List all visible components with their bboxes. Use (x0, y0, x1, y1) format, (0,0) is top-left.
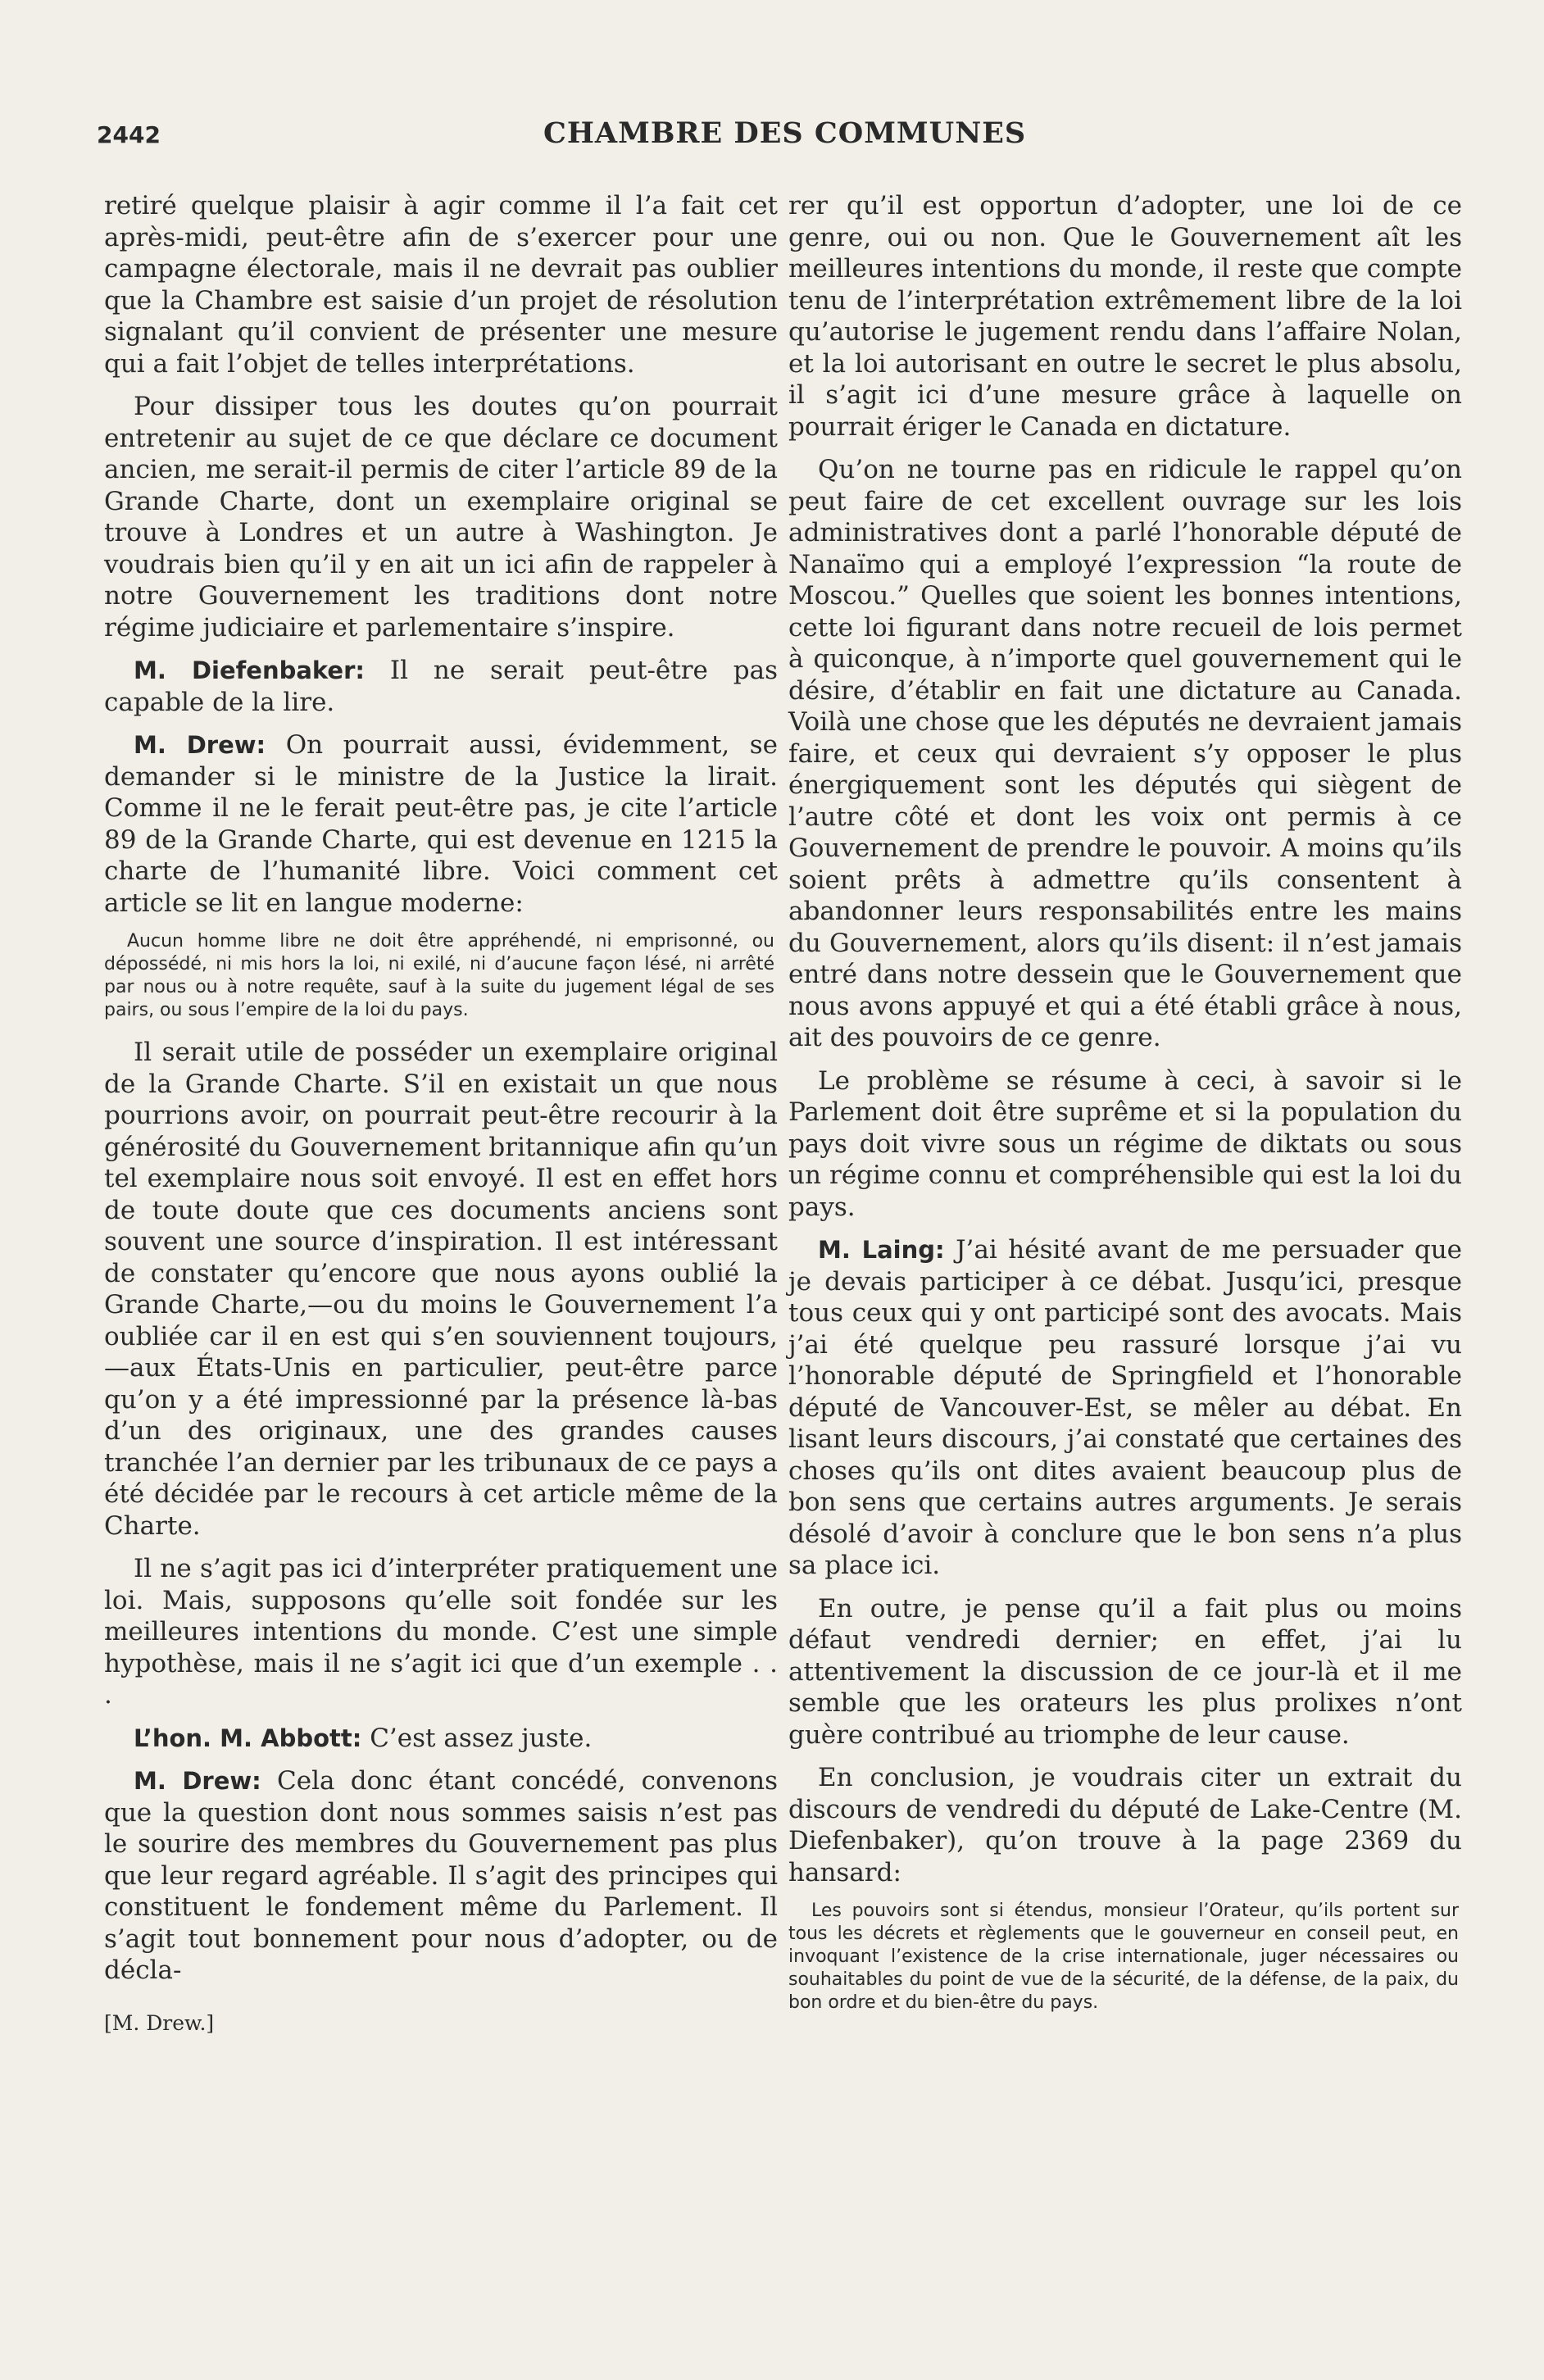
speech-text: Il ne serait peut-être pas capable de la lire. (104, 656, 778, 717)
paragraph: Il serait utile de posséder un exemplaire original de la Grande Charte. S’il en existait un que nous pourrions avoir, on pourrait peut-être recourir à la générosité du Gouvernement britannique afin qu’un tel exemplaire nous soit envoyé. Il est en effet hors de toute doute que ces documents anciens sont souvent une source d’inspiration. Il est intéressant de constater qu’encore que nous ayons oublié la Grande Charte,—ou du moins le Gouvernement l’a oubliée car il en est qui s’en souviennent toujours,—aux États-Unis en particulier, peut-être parce qu’on y a été impressionné par la présence là-bas d’un des originaux, une des grandes causes tranchée l’an dernier par les tribunaux de ce pays a été décidée par le recours à cet article même de la Charte. (104, 1038, 778, 1541)
speech-paragraph (788, 1234, 1462, 1582)
paragraph: Il ne s’agit pas ici d’interpréter pratiquement une loi. Mais, supposons qu’elle soit fondée sur les meilleures intentions du monde. C’est une simple hypothèse, mais il ne s’agit ici que d’un exemple . . . (104, 1554, 778, 1710)
speech-text: On pourrait aussi, évidemment, se demander si le ministre de la Justice la lirait. Comme il ne le ferait peut-être pas, je cite l’article 89 de la Grande Charte, qui est devenue en 1215 la charte de l’humanité libre. Voici comment cet article se lit en langue moderne: (104, 730, 778, 918)
page-number: 2442 (97, 121, 161, 148)
speech-paragraph (104, 729, 778, 919)
paragraph: rer qu’il est opportun d’adopter, une loi de ce genre, oui ou non. Que le Gouvernement aît les meilleures intentions du monde, il reste que compte tenu de l’interprétation extrêmement libre de la loi qu’autorise le jugement rendu dans l’affaire Nolan, et la loi autorisant en outre le secret le plus absolu, il s’agit ici d’une mesure grâce à laquelle on pourrait ériger le Canada en dictature. (788, 191, 1462, 442)
speaker-name: M. Laing: (818, 1236, 945, 1264)
speaker-name: M. Drew: (134, 1767, 261, 1795)
left-column (104, 190, 778, 2051)
speech-paragraph (104, 1723, 778, 1755)
speaker-name: L’hon. M. Abbott: (134, 1724, 362, 1752)
speech-text: C’est assez juste. (361, 1723, 593, 1753)
right-column (788, 190, 1462, 2029)
speech-paragraph (104, 655, 778, 718)
paragraph: retiré quelque plaisir à agir comme il l’a fait cet après-midi, peut-être afin de s’exercer pour une campagne électorale, mais il ne devrait pas oublier que la Chambre est saisie d’un projet de résolution signalant qu’il convient de présenter une mesure qui a fait l’objet de telles interprétations. (104, 191, 778, 379)
running-title: CHAMBRE DES COMMUNES (543, 116, 1027, 150)
paragraph: En outre, je pense qu’il a fait plus ou moins défaut vendredi dernier; en effet, j’ai lu attentivement la discussion de ce jour-là et il me semble que les orateurs les plus prolixes n’ont guère contribué au triomphe de leur cause. (788, 1593, 1462, 1750)
paragraph: En conclusion, je voudrais citer un extrait du discours de vendredi du député de Lake-Centre (M. Diefenbaker), qu’on trouve à la page 2369 du hansard: (788, 1763, 1462, 1887)
paragraph: Pour dissiper tous les doutes qu’on pourrait entretenir au sujet de ce que déclare ce document ancien, me serait-il permis de citer l’article 89 de la Grande Charte, dont un exemplaire original se trouve à Londres et un autre à Washington. Je voudrais bien qu’il y en ait un ici afin de rappeler à notre Gouvernement les traditions dont notre régime judiciaire et parlementaire s’inspire. (104, 392, 778, 643)
speech-text: J’ai hésité avant de me persuader que je devais participer à ce débat. Jusqu’ici, presque tous ceux qui y ont participé sont des avocats. Mais j’ai été quelque peu rassuré lorsque j’ai vu l’honorable député de Springfield et l’honorable député de Vancouver-Est, se mêler au débat. En lisant leurs discours, j’ai constaté que certaines des choses qu’ils ont dites avaient beaucoup plus de bon sens que certains autres arguments. Je serais désolé d’avoir à conclure que le bon sens n’a plus sa place ici. (788, 1235, 1463, 1580)
page-header (97, 116, 1457, 166)
speaker-footnote: [M. Drew.] (104, 2010, 215, 2035)
paragraph: Le problème se résume à ceci, à savoir si le Parlement doit être suprême et si la population du pays doit vivre sous un régime de diktats ou sous un régime connu et compréhensible qui est la loi du pays. (788, 1065, 1462, 1222)
speaker-name: M. Diefenbaker: (134, 656, 365, 684)
speaker-name: M. Drew: (134, 731, 266, 759)
paragraph: Qu’on ne tourne pas en ridicule le rappel qu’on peut faire de cet excellent ouvrage sur les lois administratives dont a parlé l’honorable député de Nanaïmo qui a employé l’expression “la route de Moscou.” Quelles que soient les bonnes intentions, cette loi figurant dans notre recueil de lois permet à quiconque, à n’importe quel gouvernement qui le désire, d’établir en fait une dictature au Canada. Voilà une chose que les députés ne devraient jamais faire, et ceux qui devraient s’y opposer le plus énergiquement sont les députés qui siègent de l’autre côté et dont les voix ont permis à ce Gouvernement de prendre le pouvoir. A moins qu’ils soient prêts à admettre qu’ils consentent à abandonner leurs responsabilités entre les mains du Gouvernement, alors qu’ils disent: il n’est jamais entré dans notre dessein que le Gouvernement que nous avons appuyé et qui a été établi grâce à nous, ait des pouvoirs de ce genre. (788, 455, 1462, 1052)
speech-text: Cela donc étant concédé, convenons que la question dont nous sommes saisis n’est pas le sourire des membres du Gouvernement pas plus que leur regard agréable. Il s’agit des principes qui constituent le fondement même du Parlement. Il s’agit tout bonnement pour nous d’adopter, ou de décla- (104, 1766, 778, 1985)
speech-paragraph (104, 1765, 778, 1987)
block-quote: Aucun homme libre ne doit être appréhendé, ni emprisonné, ou dépossédé, ni mis hors la loi, ni exilé, ni d’aucune façon lésé, ni arrêté par nous ou à notre requête, sauf à la suite du jugement légal de ses pairs, ou sous l’empire de la loi du pays. (104, 931, 774, 1020)
block-quote: Les pouvoirs sont si étendus, monsieur l’Orateur, qu’ils portent sur tous les décrets et règlements que le gouverneur en conseil peut, en invoquant l’existence de la crise internationale, juger nécessaires ou souhaitables du point de vue de la sécurité, de la défense, de la paix, du bon ordre et du bien-être du pays. (788, 1901, 1459, 2013)
